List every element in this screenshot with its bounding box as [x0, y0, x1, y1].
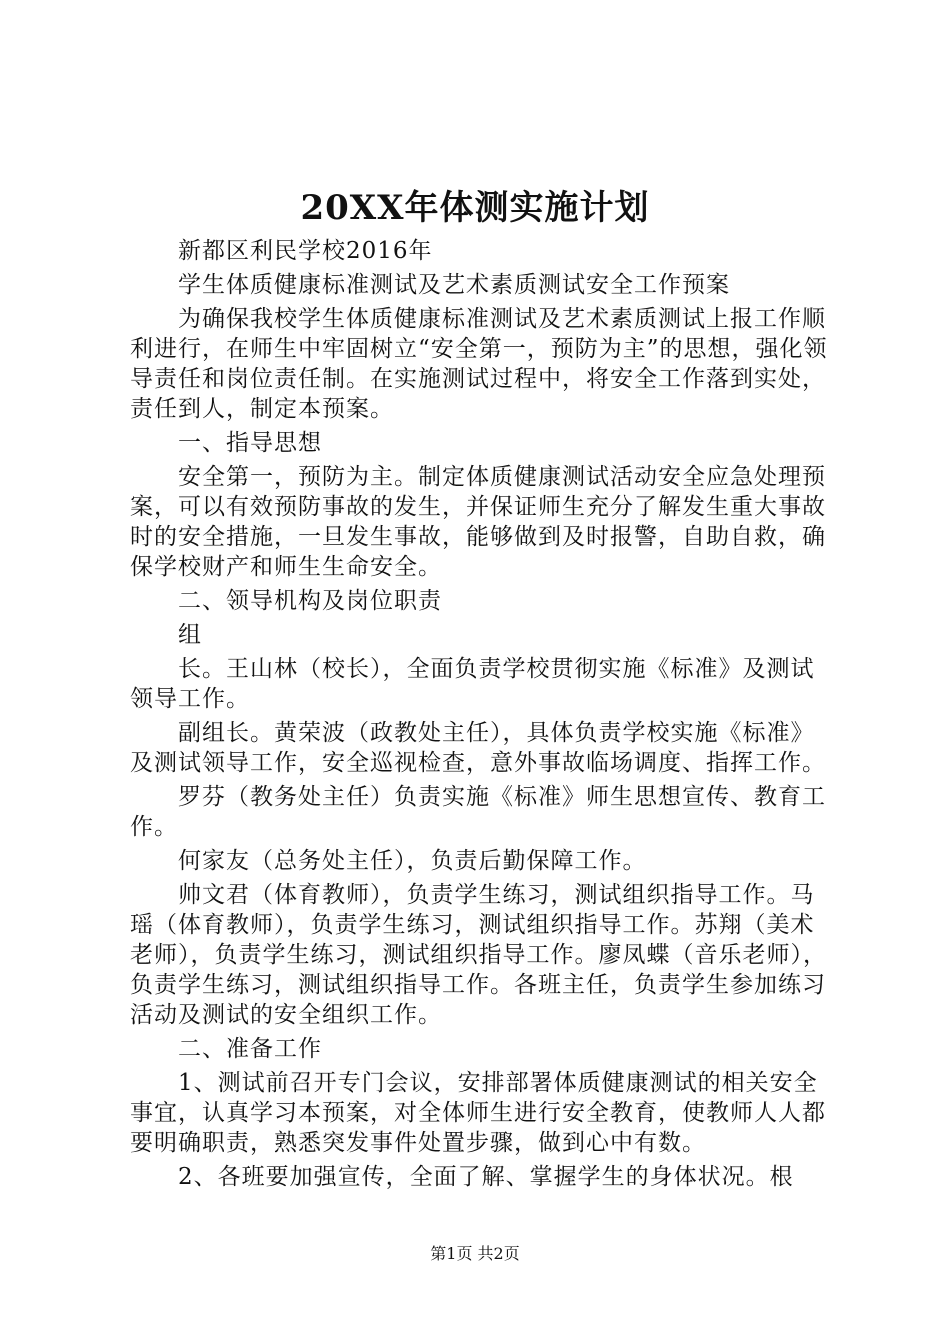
paragraph-school-year: 新都区利民学校2016年 [178, 238, 433, 264]
paragraph-general-affairs: 何家友（总务处主任），负责后勤保障工作。 [178, 848, 647, 874]
section-heading-guiding-idea: 一、指导思想 [178, 430, 322, 456]
paragraph-prep-item-2: 2、各班要加强宣传，全面了解、掌握学生的身体状况。根 [178, 1164, 794, 1190]
document-body [130, 236, 830, 1196]
paragraph-intro: 为确保我校学生体质健康标准测试及艺术素质测试上报工作顺利进行，在师生中牢固树立“安全第一，预防为主”的思想，强化领导责任和岗位责任制。在实施测试过程中，将安全工作落到实处，责任到人，制定本预案。 [130, 306, 828, 422]
paragraph-group-label: 组 [178, 622, 202, 648]
page-footer: 第1页 共2页 [430, 1244, 520, 1263]
paragraph-teachers: 帅文君（体育教师），负责学生练习，测试组织指导工作。马瑶（体育教师），负责学生练习，测试组织指导工作。苏翔（美术老师），负责学生练习，测试组织指导工作。廖凤蝶（音乐老师），负责学生练习，测试组织指导工作。各班主任，负责学生参加练习活动及测试的安全组织工作。 [130, 882, 827, 1028]
section-heading-preparation: 二、准备工作 [178, 1036, 322, 1062]
paragraph-deputy-leader: 副组长。黄荣波（政教处主任），具体负责学校实施《标准》及测试领导工作，安全巡视检查，意外事故临场调度、指挥工作。 [130, 720, 826, 776]
section-heading-leadership: 二、领导机构及岗位职责 [178, 588, 442, 614]
paragraph-subtitle: 学生体质健康标准测试及艺术素质测试安全工作预案 [178, 272, 730, 298]
paragraph-academic-director: 罗芬（教务处主任）负责实施《标准》师生思想宣传、教育工作。 [130, 784, 826, 840]
paragraph-prep-item-1: 1、测试前召开专门会议，安排部署体质健康测试的相关安全事宜，认真学习本预案，对全体师生进行安全教育，使教师人人都要明确职责，熟悉突发事件处置步骤，做到心中有数。 [130, 1070, 826, 1156]
document-title: 20XX年体测实施计划 [300, 188, 650, 228]
paragraph-group-leader: 长。王山林（校长），全面负责学校贯彻实施《标准》及测试领导工作。 [130, 656, 815, 712]
paragraph-guiding-idea: 安全第一，预防为主。制定体质健康测试活动安全应急处理预案，可以有效预防事故的发生，并保证师生充分了解发生重大事故时的安全措施，一旦发生事故，能够做到及时报警，自助自救，确保学校财产和师生生命安全。 [130, 464, 826, 580]
